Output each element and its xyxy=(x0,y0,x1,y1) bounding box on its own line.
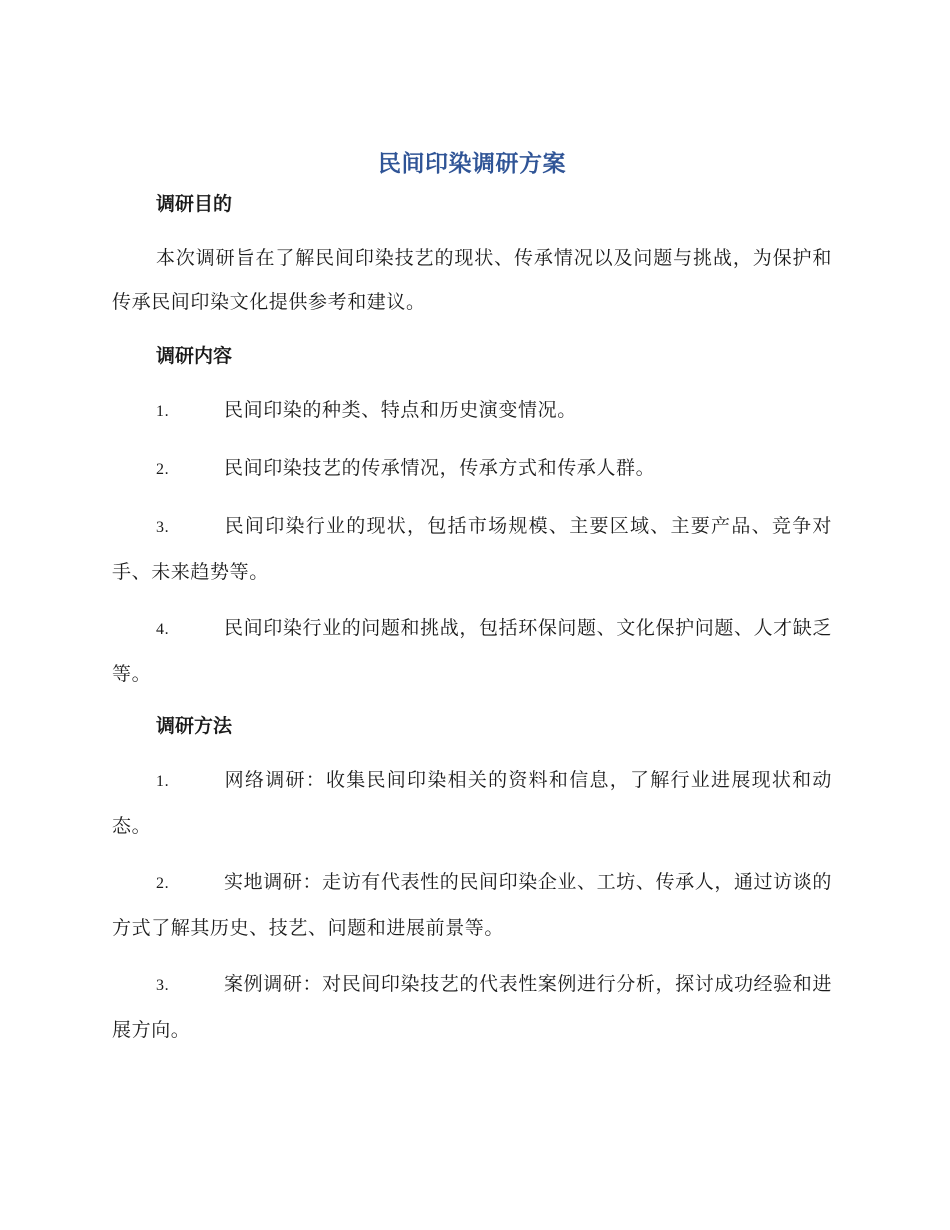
list-number: 2. xyxy=(156,461,170,478)
content-list-item xyxy=(112,388,832,434)
section-heading-content: 调研内容 xyxy=(156,345,233,367)
list-number: 1. xyxy=(156,773,170,790)
list-item-text: 民间印染的种类、特点和历史演变情况。 xyxy=(224,399,577,421)
list-item-text: 网络调研：收集民间印染相关的资料和信息，了解行业进展现状和动态。 xyxy=(112,769,832,837)
content-list-item xyxy=(112,446,832,492)
list-item-text: 实地调研：走访有代表性的民间印染企业、工坊、传承人，通过访谈的方式了解其历史、技艺、问题和进展前景等。 xyxy=(112,871,832,939)
method-list-item xyxy=(112,962,832,1052)
list-number: 3. xyxy=(156,519,170,536)
list-item-text: 民间印染行业的现状，包括市场规模、主要区域、主要产品、竞争对手、未来趋势等。 xyxy=(112,515,832,583)
document-page xyxy=(112,148,832,1064)
method-list-item xyxy=(112,758,832,848)
method-list-item xyxy=(112,860,832,950)
list-item-text: 案例调研：对民间印染技艺的代表性案例进行分析，探讨成功经验和进展方向。 xyxy=(112,973,832,1041)
content-list-item xyxy=(112,504,832,594)
list-number: 1. xyxy=(156,403,170,420)
section-heading-method: 调研方法 xyxy=(156,715,233,737)
document-title: 民间印染调研方案 xyxy=(378,151,566,177)
content-list-item xyxy=(112,606,832,696)
list-number: 4. xyxy=(156,621,170,638)
list-number: 3. xyxy=(156,977,170,994)
section-heading-purpose: 调研目的 xyxy=(156,193,233,215)
list-item-text: 民间印染技艺的传承情况，传承方式和传承人群。 xyxy=(224,457,656,479)
list-item-text: 民间印染行业的问题和挑战，包括环保问题、文化保护问题、人才缺乏等。 xyxy=(112,617,832,685)
purpose-paragraph: 本次调研旨在了解民间印染技艺的现状、传承情况以及问题与挑战，为保护和传承民间印染文化提供参考和建议。 xyxy=(112,247,832,313)
list-number: 2. xyxy=(156,875,170,892)
